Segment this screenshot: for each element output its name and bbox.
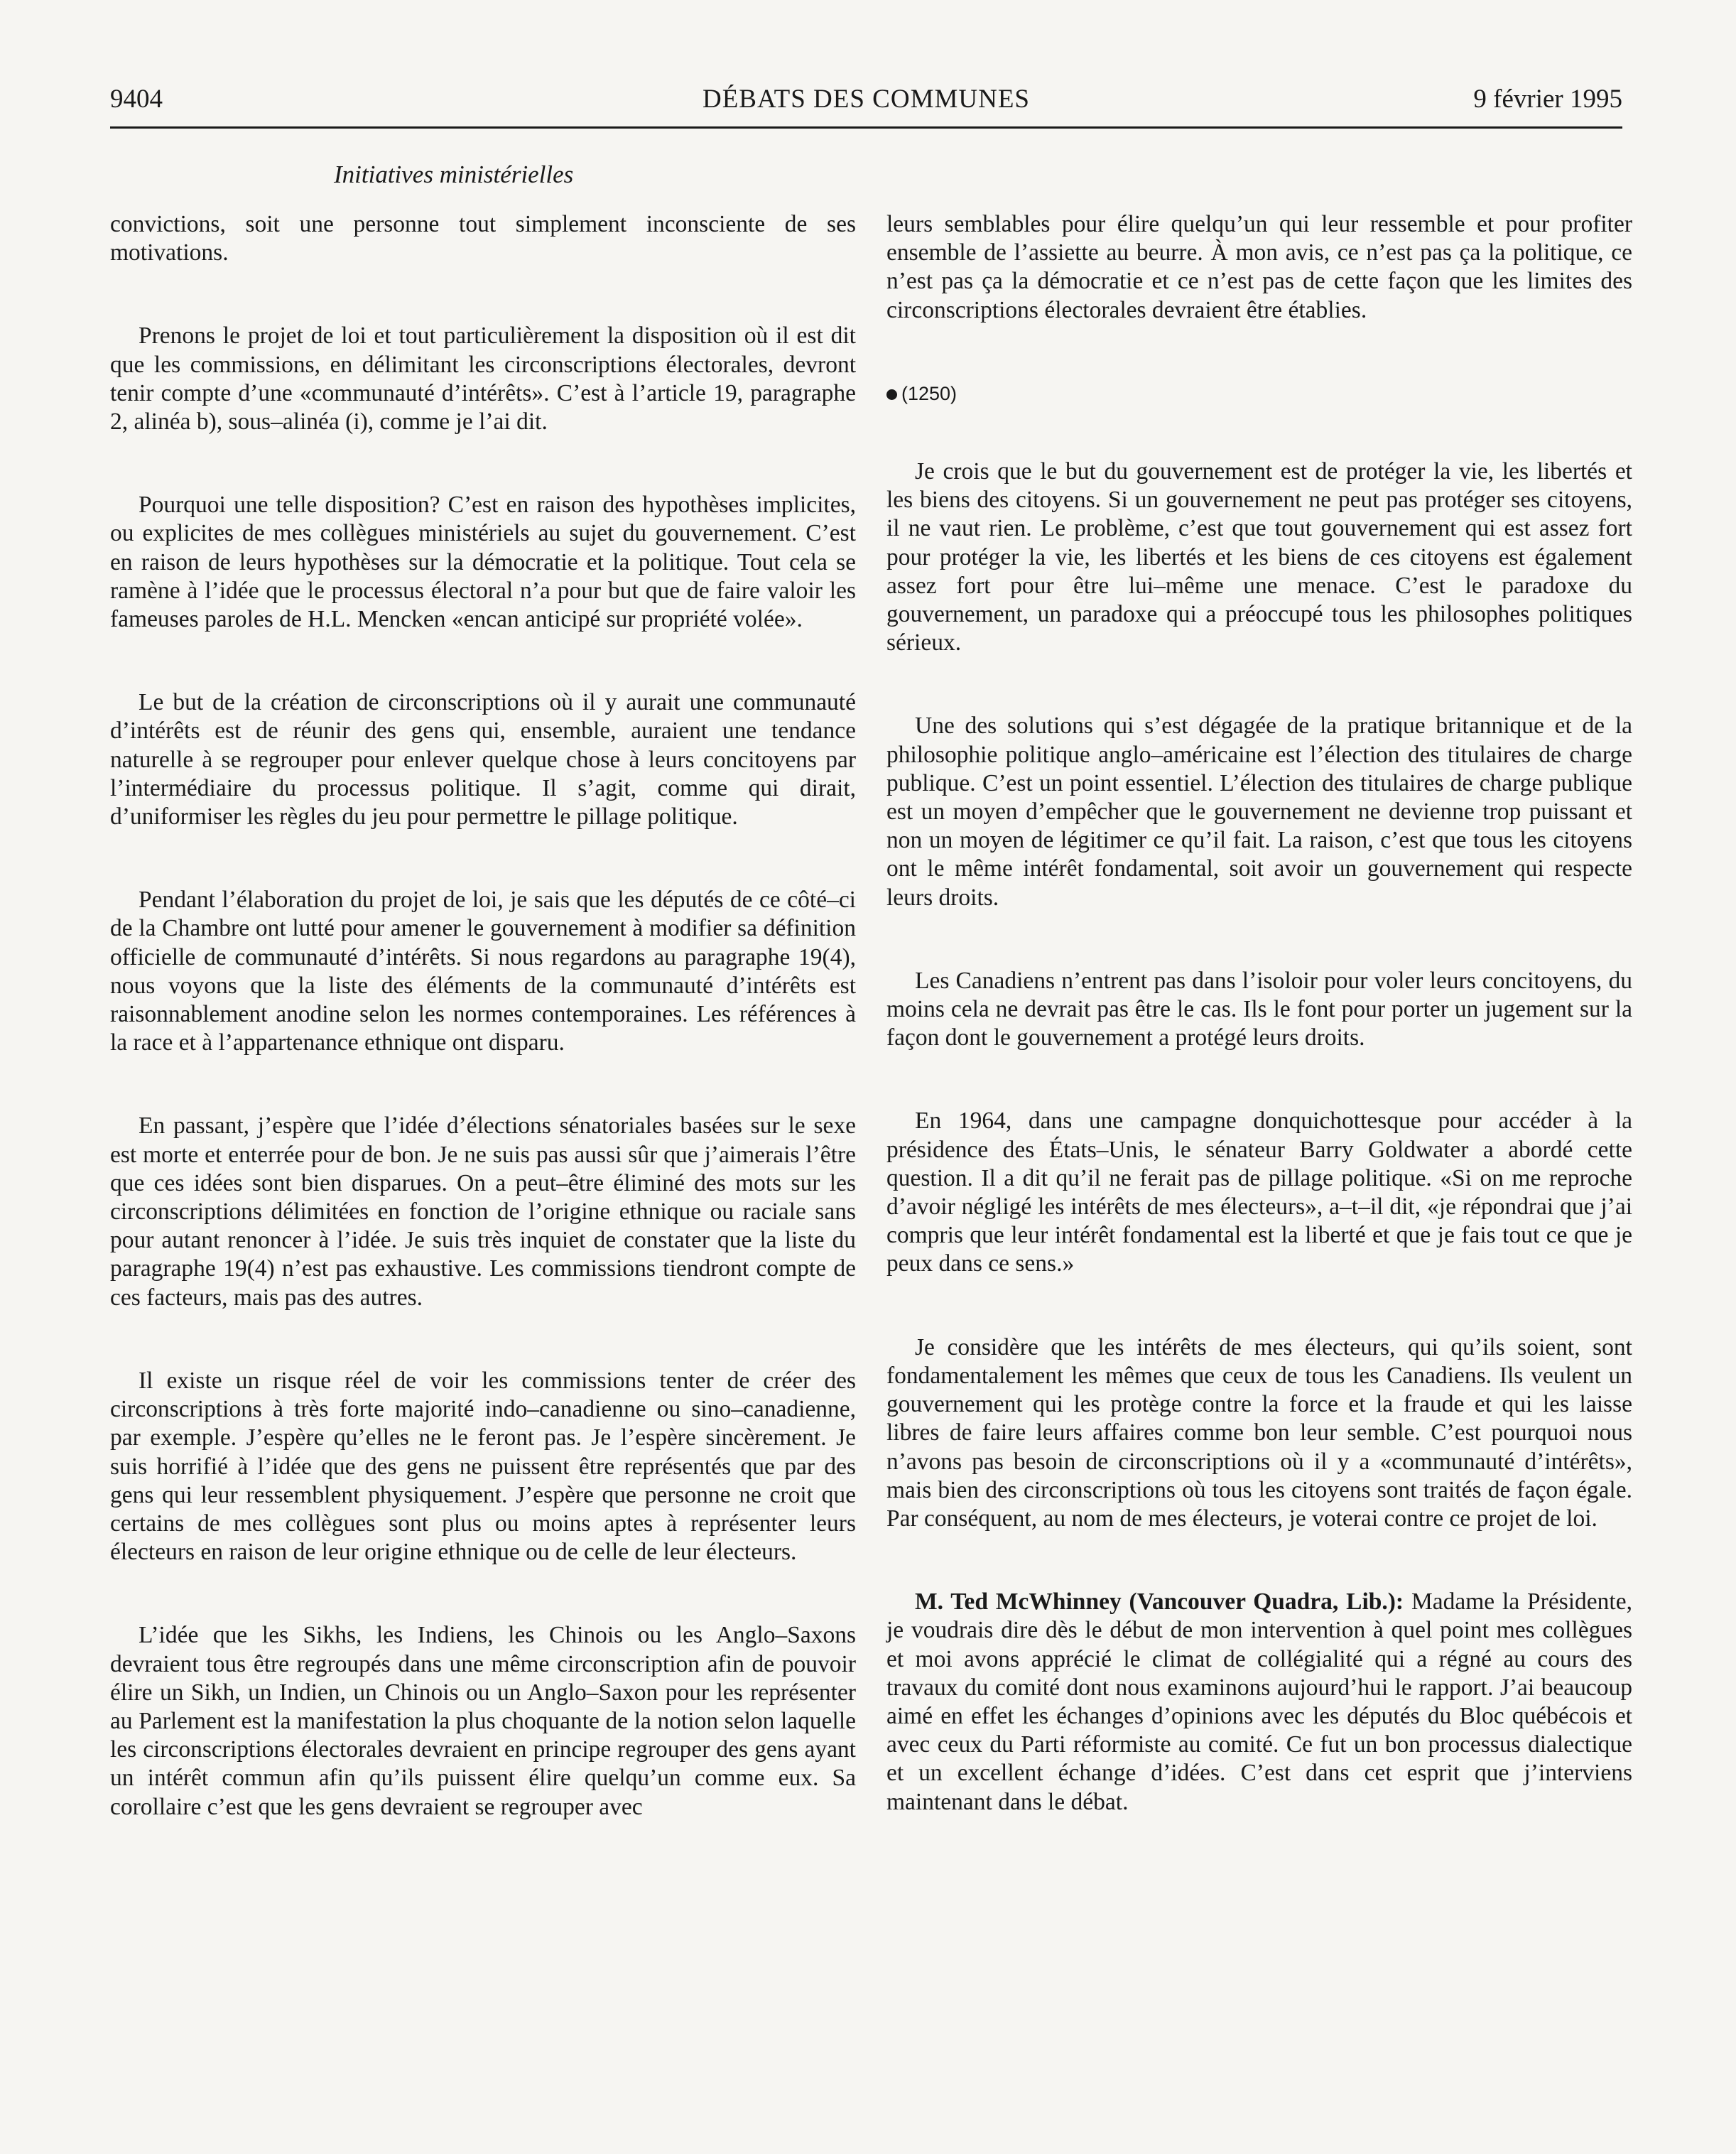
bullet-icon [886,389,897,400]
right-column [886,210,1632,1871]
paragraph: Une des solutions qui s’est dégagée de la pratique britannique et de la philosophie politique anglo–américaine est l’élection des titulaires de charge publique. C’est un point essentiel. L’élection des titulaires de charge publique est un moyen d’empêcher que le gouvernement ne devienne trop puissant et non un moyen de légitimer ce qu’il fait. La raison, c’est que tous les citoyens ont le même intérêt fondamental, soit avoir un gouvernement qui respecte leurs droits. [886,713,1632,911]
speaker-paragraph [886,1588,1632,1817]
publication-date: 9 février 1995 [1473,85,1622,114]
paragraph: Je crois que le but du gouvernement est de protéger la vie, les libertés et les biens des citoyens. Si un gouvernement ne peut pas protéger ses citoyens, il ne vaut rien. Le problème, c’est que tout gouvernement qui est assez fort pour protéger la vie, les libertés et les biens de ces citoyens est également assez fort pour être lui–même une menace. C’est le paradoxe du gouvernement, un paradoxe qui a préoccupé tous les philosophes politiques sérieux. [886,458,1632,656]
section-heading: Initiatives ministérielles [334,161,574,188]
paragraph: Le but de la création de circonscriptions où il y aurait une communauté d’intérêts est de réunir des gens qui, ensemble, auraient une tendance naturelle à se regrouper pour enlever quelque chose à leurs concitoyens par l’intermédiaire du processus politique. Il s’agit, comme qui dirait, d’uniformiser les règles du jeu pour permettre le pillage politique. [110,689,856,830]
time-marker [886,379,1632,408]
left-column [110,210,856,1876]
paragraph: Prenons le projet de loi et tout particulièrement la disposition où il est dit que les commissions, en délimitant les circonscriptions électorales, devront tenir compte d’une «communauté d’intérêts». C’est à l’article 19, paragraphe 2, alinéa b), sous–alinéa (i), comme je l’ai dit. [110,323,856,435]
paragraph: Je considère que les intérêts de mes électeurs, qui qu’ils soient, sont fondamentalement les mêmes que ceux de tous les Canadiens. Ils veulent un gouvernement qui les protège contre la force et la fraude et qui les laisse libres de faire leurs affaires comme bon leur semble. C’est pourquoi nous n’avons pas besoin de circonscriptions où il y a «communauté d’intérêts», mais bien des circonscriptions où tous les citoyens sont traités de façon égale. Par conséquent, au nom de mes électeurs, je voterai contre ce projet de loi. [886,1333,1632,1532]
page-number: 9404 [110,85,163,114]
paragraph: Pendant l’élaboration du projet de loi, je sais que les députés de ce côté–ci de la Chambre ont lutté pour amener le gouvernement à modifier sa définition officielle de communauté d’intérêts. Si nous regardons au paragraphe 19(4), nous voyons que la liste des éléments de la communauté d’intérêts est raisonnablement anodine selon les normes contemporaines. Les références à la race et à l’appartenance ethnique ont disparu. [110,887,856,1056]
page-header [110,84,1622,129]
speaker-text: Madame la Présidente, je voudrais dire dès le début de mon intervention à quel point mes collègues et moi avons apprécié le climat de collégialité qui a régné au cours des travaux du comité dont nous examinons aujourd’hui le rapport. J’ai beaucoup aimé en effet les échanges d’opinions avec les députés du Bloc québécois et avec ceux du Parti réformiste au comité. Ce fut un bon processus dialectique et un excellent échange d’idées. C’est dans cet esprit que j’interviens maintenant dans le débat. [886,1589,1632,1815]
speaker-name: M. Ted McWhinney (Vancouver Quadra, Lib.): [915,1589,1404,1616]
paragraph: Pourquoi une telle disposition? C’est en raison des hypothèses implicites, ou explicites de mes collègues ministériels au sujet du gouvernement. C’est en raison de leurs hypothèses sur la démocratie et la politique. Tout cela se ramène à l’idée que le processus électoral n’a pour but que de faire valoir les fameuses paroles de H.L. Mencken «encan anticipé sur propriété volée». [110,492,856,633]
paragraph: convictions, soit une personne tout simplement inconsciente de ses motivations. [110,211,856,266]
paragraph: En 1964, dans une campagne donquichottesque pour accéder à la présidence des États–Unis, le sénateur Barry Goldwater a abordé cette question. Il a dit qu’il ne ferait pas de pillage politique. «Si on me reproche d’avoir négligé les intérêts de mes électeurs», a–t–il dit, «je répondrai que j’ai compris que leur intérêt fondamental est la liberté et que je fais tout ce que je peux dans ce sens.» [886,1108,1632,1277]
publication-title: DÉBATS DES COMMUNES [702,85,1030,114]
paragraph: L’idée que les Sikhs, les Indiens, les Chinois ou les Anglo–Saxons devraient tous être regroupés dans une même circonscription afin de pouvoir élire un Sikh, un Indien, un Chinois ou un Anglo–Saxon pour les représenter au Parlement est la manifestation la plus choquante de la notion selon laquelle les circonscriptions électorales devraient en principe regrouper des gens ayant un intérêt commun afin qu’ils puissent élire quelqu’un comme eux. Sa corollaire c’est que les gens devraient se regrouper avec [110,1622,856,1820]
paragraph: En passant, j’espère que l’idée d’élections sénatoriales basées sur le sexe est morte et enterrée pour de bon. Je ne suis pas aussi sûr que j’aimerais l’être que ces idées sont bien disparues. On a peut–être éliminé des mots sur les circonscriptions délimitées en fonction de l’origine ethnique ou raciale sans pour autant renoncer à l’idée. Je suis très inquiet de constater que la liste du paragraphe 19(4) n’est pas exhaustive. Les commissions tiendront compte de ces facteurs, mais pas des autres. [110,1113,856,1311]
paragraph: leurs semblables pour élire quelqu’un qui leur ressemble et pour profiter ensemble de l’assiette au beurre. À mon avis, ce n’est pas ça la politique, ce n’est pas ça la démocratie et ce n’est pas de cette façon que les limites des circonscriptions électorales devraient être établies. [886,211,1632,323]
paragraph: Les Canadiens n’entrent pas dans l’isoloir pour voler leurs concitoyens, du moins cela ne devrait pas être le cas. Ils le font pour porter un jugement sur la façon dont le gouvernement a protégé leurs droits. [886,967,1632,1051]
time-marker-text: (1250) [901,382,957,404]
paragraph: Il existe un risque réel de voir les commissions tenter de créer des circonscriptions à très forte majorité indo–canadienne ou sino–canadienne, par exemple. J’espère qu’elles ne le feront pas. Je l’espère sincèrement. Je suis horrifié à l’idée que des gens ne puissent être représentés que par des gens qui leur ressemblent physiquement. J’espère que personne ne croit que certains de mes collègues sont plus ou moins aptes à représenter leurs électeurs en raison de leur origine ethnique ou de celle de leur électeurs. [110,1367,856,1566]
